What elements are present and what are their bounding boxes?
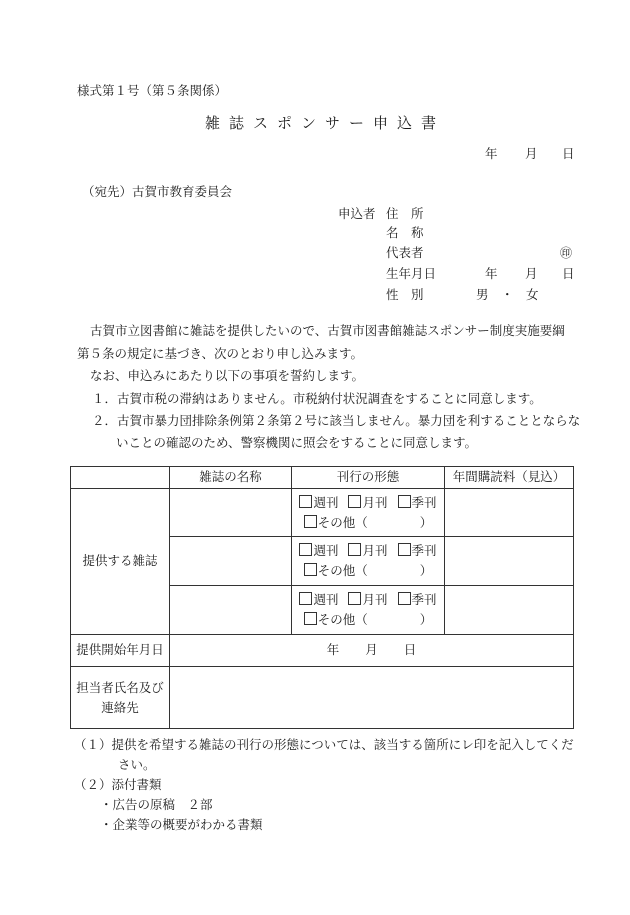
date-year-label: 年 — [485, 146, 498, 161]
date-month-label: 月 — [525, 146, 538, 161]
quarterly-checkbox[interactable] — [398, 495, 411, 508]
note-1-line1: （１）提供を希望する雑誌の刊行の形態については、該当する箇所にレ印を記入してくだ — [74, 737, 574, 752]
body-para1-line1: 古賀市立図書館に雑誌を提供したいので、古賀市図書館雑誌スポンサー制度実施要綱 — [90, 323, 565, 338]
quarterly-label: 季刊 — [411, 543, 437, 558]
other-close-paren: ） — [419, 563, 433, 578]
addressee: （宛先）古賀市教育委員会 — [82, 184, 233, 199]
contact-label-line2: 連絡先 — [101, 699, 139, 715]
other-label: その他（ — [317, 612, 368, 627]
monthly-label: 月刊 — [362, 494, 388, 510]
form-number: 様式第１号（第５条関係） — [77, 83, 228, 98]
other-label: その他（ — [317, 563, 368, 578]
pledge-item-2-line1: ２．古賀市暴力団排除条例第２条第２号に該当しません。暴力団を利することとならな — [92, 413, 581, 428]
other-checkbox[interactable] — [304, 563, 317, 576]
date-day-label: 日 — [562, 146, 575, 161]
pledge-item-1: １．古賀市税の滞納はありません。市税納付状況調査をすることに同意します。 — [92, 391, 542, 406]
monthly-label: 月刊 — [362, 592, 388, 607]
birthdate-label: 生年月日 — [386, 266, 437, 281]
body-para2: なお、申込みにあたり以下の事項を誓約します。 — [90, 368, 365, 383]
page-title: 雑誌スポンサー申込書 — [205, 114, 446, 132]
other-close-paren: ） — [419, 514, 433, 530]
note-1-line2: さい。 — [118, 757, 156, 772]
magazine-form-table — [70, 466, 574, 729]
weekly-checkbox[interactable] — [299, 592, 312, 605]
publication-type-group-1 — [292, 489, 445, 537]
gender-options: 男 ・ 女 — [476, 287, 539, 302]
start-month-label: 月 — [365, 642, 378, 658]
other-close-paren: ） — [419, 612, 433, 627]
note-2: （２）添付書類 — [74, 777, 162, 792]
magazine-name-field-2[interactable] — [170, 537, 292, 586]
birth-month-label: 月 — [525, 266, 538, 281]
attachment-1: ・広告の原稿 ２部 — [100, 797, 213, 812]
address-label: 住 所 — [386, 206, 424, 221]
monthly-checkbox[interactable] — [348, 543, 361, 556]
name-label: 名 称 — [386, 225, 424, 240]
weekly-label: 週刊 — [313, 543, 339, 558]
monthly-checkbox[interactable] — [348, 495, 361, 508]
gender-label: 性 別 — [386, 287, 424, 302]
header-magazine-name: 雑誌の名称 — [170, 467, 292, 489]
annual-fee-field-3[interactable] — [445, 586, 574, 635]
applicant-label: 申込者 — [338, 206, 376, 221]
other-checkbox[interactable] — [304, 612, 317, 625]
quarterly-label: 季刊 — [411, 494, 437, 510]
attachment-2: ・企業等の概要がわかる書類 — [100, 817, 263, 832]
header-annual-fee: 年間購読料（見込） — [445, 467, 574, 489]
birth-day-label: 日 — [562, 266, 575, 281]
seal-mark: ㊞ — [560, 246, 573, 260]
row-label-start-date: 提供開始年月日 — [71, 635, 170, 667]
monthly-checkbox[interactable] — [348, 592, 361, 605]
row-label-provided-magazines: 提供する雑誌 — [71, 489, 170, 635]
weekly-label: 週刊 — [313, 494, 339, 510]
contact-field[interactable] — [170, 667, 574, 729]
quarterly-checkbox[interactable] — [398, 543, 411, 556]
header-publication-type: 刊行の形態 — [292, 467, 445, 489]
start-day-label: 日 — [403, 642, 417, 658]
quarterly-label: 季刊 — [411, 592, 437, 607]
representative-label: 代表者 — [386, 245, 424, 260]
birth-year-label: 年 — [485, 266, 498, 281]
publication-type-group-3 — [292, 586, 445, 635]
other-checkbox[interactable] — [304, 515, 317, 528]
monthly-label: 月刊 — [362, 543, 388, 558]
annual-fee-field-2[interactable] — [445, 537, 574, 586]
start-date-field[interactable] — [170, 635, 574, 667]
magazine-name-field-3[interactable] — [170, 586, 292, 635]
weekly-label: 週刊 — [313, 592, 339, 607]
table-corner-cell — [71, 467, 170, 489]
contact-label-line1: 担当者氏名及び — [76, 679, 164, 695]
body-para1-line2: 第５条の規定に基づき、次のとおり申し込みます。 — [77, 346, 364, 361]
start-year-label: 年 — [326, 642, 340, 658]
pledge-item-2-line2: いことの確認のため、警察機関に照会をすることに同意します。 — [116, 435, 478, 450]
publication-type-group-2 — [292, 537, 445, 586]
quarterly-checkbox[interactable] — [398, 592, 411, 605]
annual-fee-field-1[interactable] — [445, 489, 574, 537]
other-label: その他（ — [317, 514, 368, 530]
weekly-checkbox[interactable] — [299, 495, 312, 508]
weekly-checkbox[interactable] — [299, 543, 312, 556]
row-label-contact — [71, 667, 170, 729]
magazine-name-field-1[interactable] — [170, 489, 292, 537]
